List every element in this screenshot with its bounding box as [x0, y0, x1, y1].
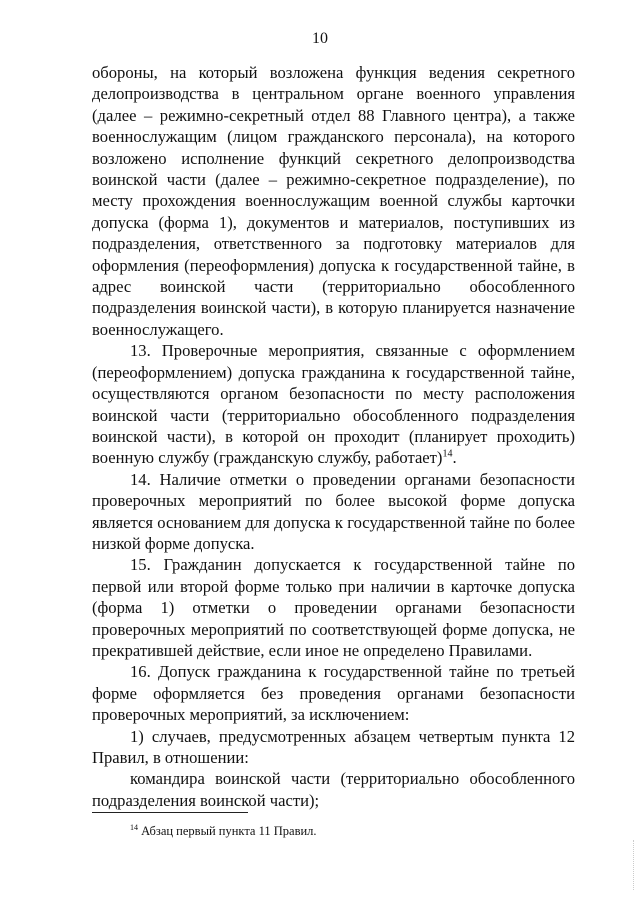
paragraph-15: 15. Гражданин допускается к государственной тайне по первой или второй форме только при наличии в карточке допуска (форма 1) отметки о проведении органами безопасности проверочных мероприятий по соответствующей форме допуска, не прекратившей действие, если иное не определено Правилами.: [92, 555, 575, 660]
scan-edge-mark: [623, 840, 634, 890]
paragraph-16-item-1-sub: командира воинской части (территориально обособленного подразделения воинской части);: [92, 769, 575, 810]
footnote-marker: 14: [130, 823, 138, 832]
footnote-reference[interactable]: 14: [442, 448, 453, 460]
paragraph-13: [92, 340, 575, 468]
document-body: [92, 62, 575, 811]
footnote: [130, 820, 570, 839]
page-number: 10: [312, 30, 328, 47]
footnote-divider: [92, 812, 248, 813]
footnote-text: Абзац первый пункта 11 Правил.: [141, 824, 317, 839]
paragraph-14: 14. Наличие отметки о проведении органами безопасности проверочных мероприятий по более высокой форме допуска является основанием для допуска к государственной тайне по более низкой форме допуска.: [92, 469, 575, 553]
paragraph-13-end: .: [452, 448, 457, 468]
paragraph-16-item-1: 1) случаев, предусмотренных абзацем четвертым пункта 12 Правил, в отношении:: [92, 726, 575, 767]
paragraph-13-text: 13. Проверочные мероприятия, связанные с оформлением (переоформлением) допуска гражданина к государственной тайне, осуществляются органом безопасности по месту расположения воинской части (территориально обособленного подразделения воинской части), в которой он проходит (планирует проходить) военную службу (гражданскую службу, работает): [92, 341, 575, 468]
paragraph-16: 16. Допуск гражданина к государственной тайне по третьей форме оформляется без проведения органами безопасности проверочных мероприятий, за исключением:: [92, 662, 575, 725]
paragraph-continuation: обороны, на который возложена функция ведения секретного делопроизводства в центральном органе военного управления (далее – режимно-секретный отдел 88 Главного центра), а также военнослужащим (лицом гражданского персонала), на которого возложено исполнение функций секретного делопроизводства воинской части (далее – режимно-секретное подразделение), по месту прохождения военнослужащим военной службы карточки допуска (форма 1), документов и материалов, поступивших из подразделения, ответственного за подготовку материалов для оформления (переоформления) допуска к государственной тайне, в адрес воинской части (территориально обособленного подразделения воинской части), в которую планируется назначение военнослужащего.: [92, 63, 575, 339]
